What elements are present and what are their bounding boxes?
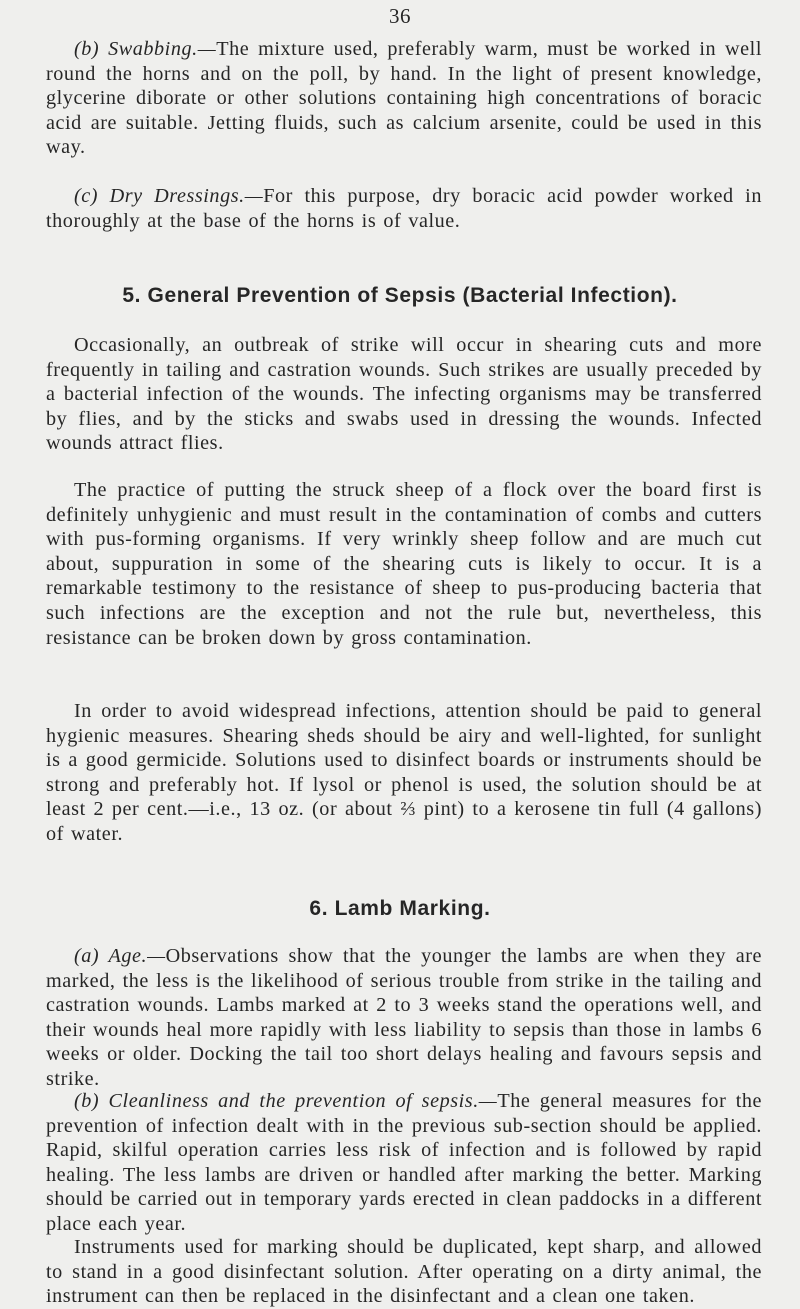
paragraph-body: The mixture used, preferably warm, must be worked in well round the horns and on the poll, by hand. In the light of present knowledge, glycerine diborate or other solutions containing high concentrations of boracic acid are suitable. Jetting fluids, such as calcium arsenite, could be used in this way. [46,38,762,159]
paragraph-lead: (b) Swabbing.— [74,38,217,60]
paragraph-body: For this purpose, dry boracic acid powder worked in thoroughly at the base of the horns is of value. [46,185,762,232]
paragraph-sepsis-2 [46,478,762,650]
paragraph-body: In order to avoid widespread infections, attention should be paid to general hygienic measures. Shearing sheds should be airy and well-lighted, for sunlight is a good germicide. Solutions used to disinfect boards or instruments should be strong and preferably hot. If lysol or phenol is used, the solution should be at least 2 per cent.—i.e., 13 oz. (or about ⅔ pint) to a kerosene tin full (4 gallons) of water. [46,700,762,845]
paragraph-body: The general measures for the prevention of infection dealt with in the previous sub-section should be applied. Rapid, skilful operation carries less risk of infection and is followed by rapid healing. The less lambs are driven or handled after marking the better. Marking should be carried out in temporary yards erected in clean paddocks in a different place each year. [46,1090,763,1235]
paragraph-body: Occasionally, an outbreak of strike will occur in shearing cuts and more frequently in tailing and castration wounds. Such strikes are usually preceded by a bacterial infection of the wounds. The infecting organisms may be transferred by flies, and by the sticks and swabs used in dressing the wounds. Infected wounds attract flies. [46,334,762,455]
paragraph-body: The practice of putting the struck sheep of a flock over the board first is definitely unhygienic and must result in the contamination of combs and cutters with pus-forming organisms. If very wrinkly sheep follow and are much cut about, suppuration in some of the shearing cuts is likely to occur. It is a remarkable testimony to the resistance of sheep to pus-producing bacteria that such infections are the exception and not the rule but, nevertheless, this resistance can be broken down by gross contamination. [46,479,762,649]
paragraph-dry-dressings [46,184,762,233]
paragraph-sepsis-1 [46,333,762,456]
paragraph-age [46,944,762,1092]
paragraph-lead: (a) Age.— [74,945,166,967]
paragraph-lead: (c) Dry Dressings.— [74,185,264,207]
paragraph-cleanliness [46,1089,762,1237]
paragraph-swabbing [46,37,762,160]
paragraph-body: Observations show that the younger the lambs are when they are marked, the less is the likelihood of serious trouble from strike in the tailing and castration wounds. Lambs marked at 2 to 3 weeks stand the operations well, and their wounds heal more rapidly with less liability to sepsis than those in lambs 6 weeks or older. Docking the tail too short delays healing and favours sepsis and strike. [46,945,762,1090]
section-heading-lamb-marking: 6. Lamb Marking. [309,897,491,920]
page-number: 36 [389,4,411,28]
paragraph-instruments [46,1235,762,1309]
paragraph-sepsis-3 [46,699,762,847]
paragraph-body: Instruments used for marking should be duplicated, kept sharp, and allowed to stand in a good disinfectant solution. After operating on a dirty animal, the instrument can then be replaced in the disinfectant and a clean one taken. [46,1236,762,1308]
paragraph-lead: (b) Cleanliness and the prevention of sepsis.— [74,1090,498,1112]
section-heading-sepsis: 5. General Prevention of Sepsis (Bacterial Infection). [122,284,678,307]
